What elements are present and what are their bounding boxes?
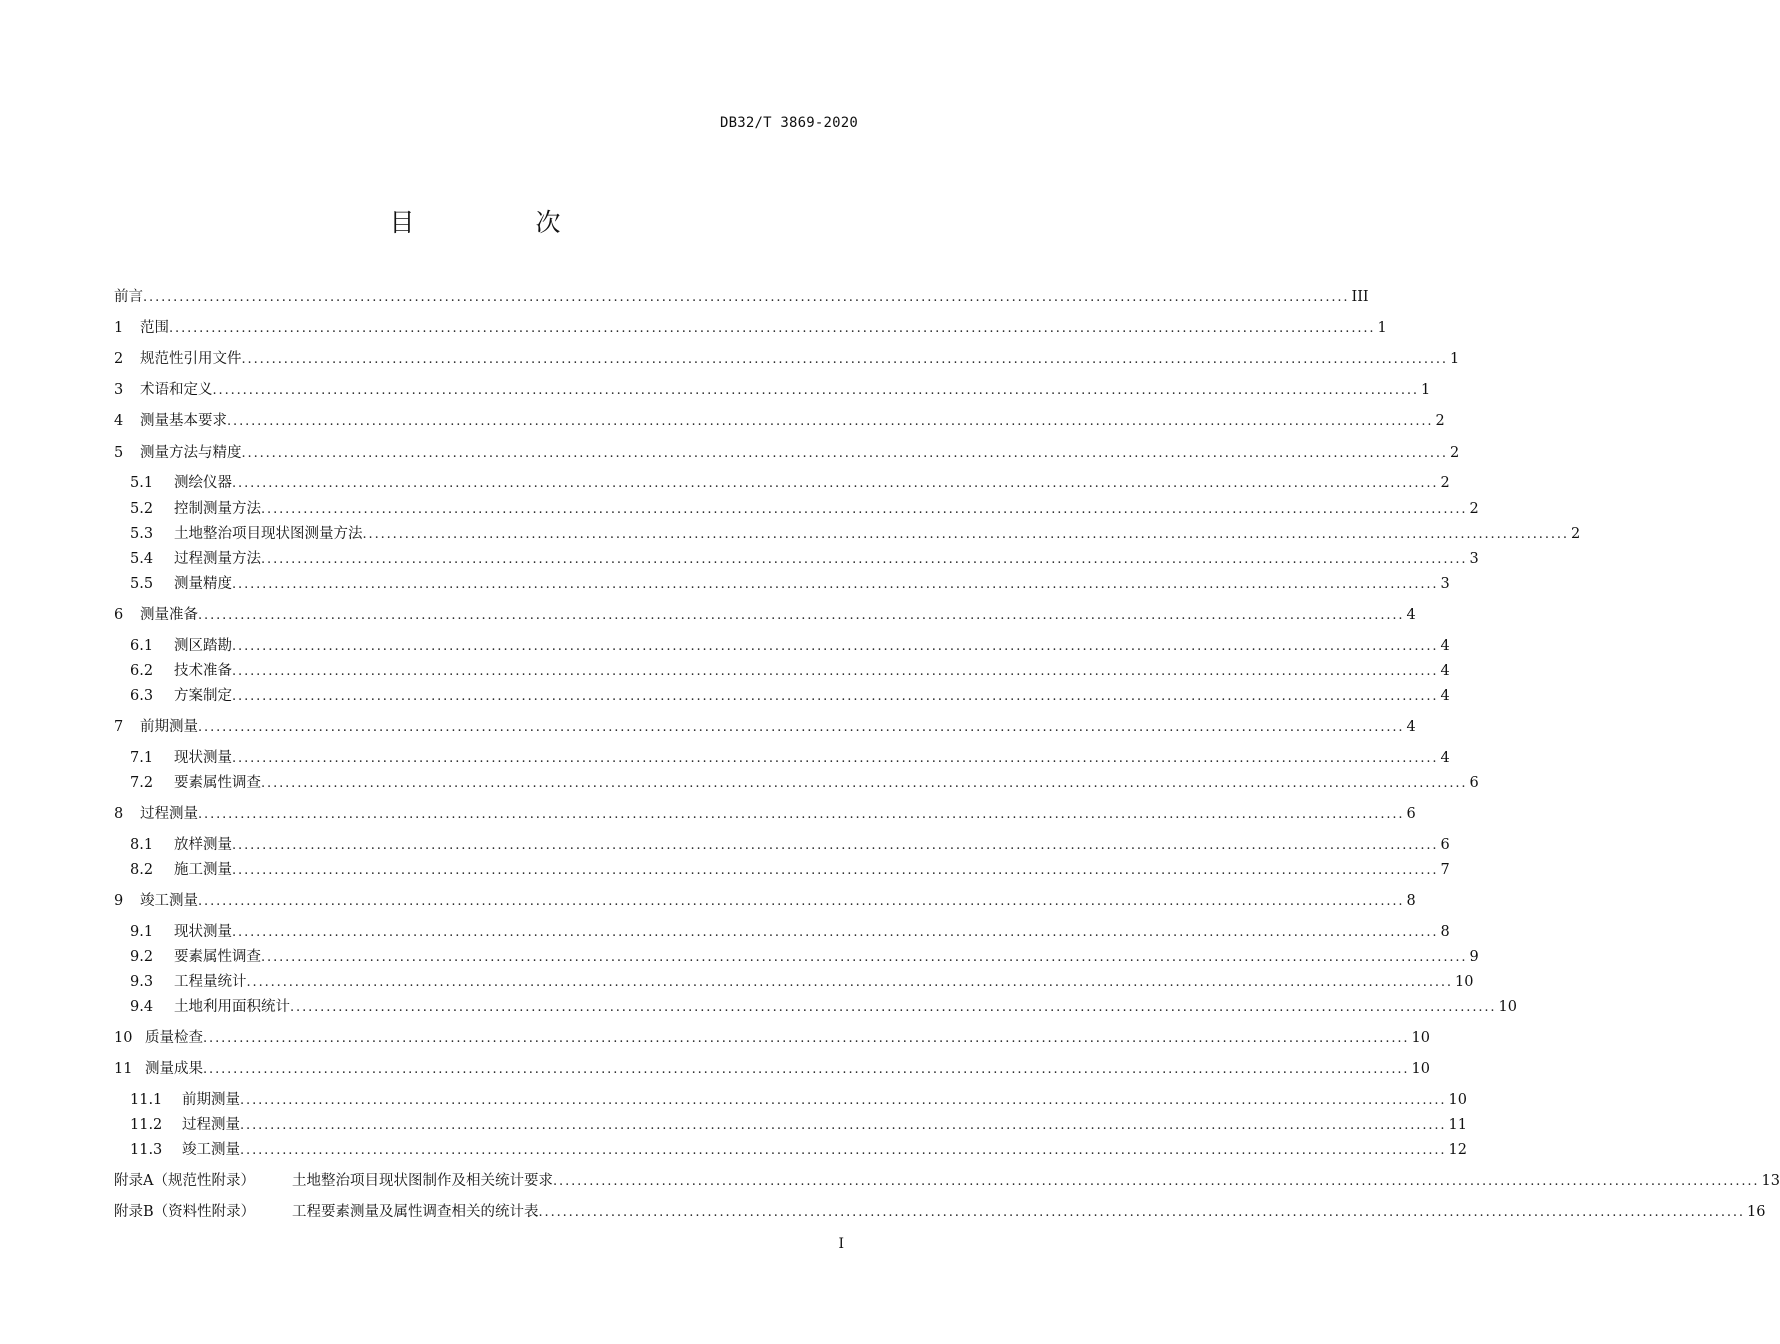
- toc-entry-page: 7: [1440, 862, 1450, 878]
- toc-entry-number: 6.2: [130, 663, 154, 679]
- toc-entry-number: 5.3: [130, 526, 154, 542]
- toc-leader-dots: ........................................................................................................................................................................................................: [203, 1062, 1410, 1077]
- toc-entry-page: 11: [1448, 1117, 1467, 1133]
- toc-leader-dots: ........................................................................................................................................................................................................: [538, 1205, 1745, 1220]
- toc-entry[interactable]: [130, 548, 1479, 570]
- toc-leader-dots: ........................................................................................................................................................................................................: [232, 863, 1439, 878]
- toc-entry-number: 附录B（资料性附录）: [114, 1204, 256, 1220]
- toc-entry-title: 控制测量方法: [174, 501, 261, 517]
- toc-entry[interactable]: [114, 348, 1460, 370]
- toc-entry-title: 测区踏勘: [174, 638, 232, 654]
- toc-entry-title: 土地整治项目现状图制作及相关统计要求: [292, 1173, 553, 1189]
- toc-leader-dots: ........................................................................................................................................................................................................: [241, 446, 1448, 461]
- toc-entry[interactable]: [114, 716, 1416, 738]
- toc-entry-title: 质量检查: [145, 1030, 203, 1046]
- toc-entry[interactable]: [130, 573, 1450, 595]
- toc-leader-dots: ........................................................................................................................................................................................................: [198, 807, 1405, 822]
- toc-entry-title: 现状测量: [174, 924, 232, 940]
- toc-entry-number: 10: [114, 1030, 133, 1046]
- toc-entry[interactable]: [114, 379, 1431, 401]
- toc-entry-title: 过程测量: [182, 1117, 240, 1133]
- toc-leader-dots: ........................................................................................................................................................................................................: [227, 414, 1434, 429]
- toc-entry-number: 9.4: [130, 999, 154, 1015]
- toc-leader-dots: ........................................................................................................................................................................................................: [232, 664, 1439, 679]
- toc-entry[interactable]: [130, 772, 1479, 794]
- toc-entry-number: 9.2: [130, 949, 154, 965]
- toc-entry-title: 土地利用面积统计: [174, 999, 290, 1015]
- toc-entry-number: 4: [114, 413, 124, 429]
- toc-entry-title: 放样测量: [174, 837, 232, 853]
- toc-entry-page: 10: [1454, 974, 1474, 990]
- toc-entry-number: 6: [114, 607, 124, 623]
- toc-leader-dots: ........................................................................................................................................................................................................: [198, 894, 1405, 909]
- toc-entry[interactable]: [130, 685, 1450, 707]
- toc-entry-title: 过程测量方法: [174, 551, 261, 567]
- toc-leader-dots: ........................................................................................................................................................................................................: [232, 925, 1439, 940]
- toc-leader-dots: ........................................................................................................................................................................................................: [212, 383, 1419, 398]
- toc-entry-title: 现状测量: [174, 750, 232, 766]
- toc-leader-dots: ........................................................................................................................................................................................................: [203, 1031, 1410, 1046]
- toc-leader-dots: ........................................................................................................................................................................................................: [232, 751, 1439, 766]
- toc-entry-page: 3: [1440, 576, 1450, 592]
- toc-entry-title: 竣工测量: [140, 893, 198, 909]
- toc-entry[interactable]: [130, 523, 1581, 545]
- toc-entry-page: 2: [1570, 526, 1581, 542]
- toc-entry-page: 4: [1440, 750, 1450, 766]
- toc-entry[interactable]: [114, 803, 1416, 825]
- toc-entry-page: 12: [1448, 1142, 1467, 1158]
- toc-entry-title: 测量精度: [174, 576, 232, 592]
- toc-entry[interactable]: [114, 286, 1369, 308]
- toc-leader-dots: ........................................................................................................................................................................................................: [241, 352, 1448, 367]
- toc-entry-number: 7: [114, 719, 124, 735]
- toc-entry[interactable]: [130, 946, 1479, 968]
- toc-entry-page: 4: [1440, 688, 1450, 704]
- toc-entry[interactable]: [130, 1114, 1467, 1136]
- toc-leader-dots: ........................................................................................................................................................................................................: [232, 476, 1439, 491]
- toc-leader-dots: ........................................................................................................................................................................................................: [240, 1093, 1447, 1108]
- toc-entry-number: 5.1: [130, 475, 154, 491]
- toc-entry-number: 6.3: [130, 688, 154, 704]
- toc-entry-title: 施工测量: [174, 862, 232, 878]
- toc-entry-title: 前期测量: [140, 719, 198, 735]
- toc-leader-dots: ........................................................................................................................................................................................................: [232, 689, 1439, 704]
- toc-entry-number: 5.5: [130, 576, 154, 592]
- toc-entry-page: 2: [1440, 475, 1450, 491]
- toc-entry-number: 7.1: [130, 750, 154, 766]
- toc-entry-number: 8: [114, 806, 124, 822]
- toc-entry-page: 1: [1420, 382, 1431, 398]
- toc-entry-page: 8: [1406, 893, 1416, 909]
- toc-entry-title: 要素属性调查: [174, 949, 261, 965]
- standard-code: DB32/T 3869-2020: [719, 115, 858, 131]
- toc-entry-number: 11.1: [130, 1092, 163, 1108]
- toc-entry-number: 11: [114, 1061, 133, 1077]
- toc-entry-title: 竣工测量: [182, 1142, 240, 1158]
- toc-leader-dots: ........................................................................................................................................................................................................: [232, 639, 1439, 654]
- toc-leader-dots: ........................................................................................................................................................................................................: [198, 608, 1405, 623]
- toc-entry-number: 7.2: [130, 775, 154, 791]
- toc-leader-dots: ........................................................................................................................................................................................................: [261, 950, 1468, 965]
- toc-entry-page: 2: [1449, 445, 1460, 461]
- toc-entry-page: 6: [1406, 806, 1416, 822]
- toc-entry[interactable]: [114, 1170, 1780, 1192]
- toc-entry-page: 1: [1449, 351, 1460, 367]
- toc-leader-dots: ........................................................................................................................................................................................................: [290, 1000, 1497, 1015]
- toc-entry[interactable]: [130, 1139, 1467, 1161]
- toc-entry-page: III: [1351, 289, 1369, 305]
- toc-entry-title: 测量基本要求: [140, 413, 227, 429]
- toc-entry-page: 13: [1761, 1173, 1780, 1189]
- toc-entry-title: 测绘仪器: [174, 475, 232, 491]
- toc-entry-number: 8.1: [130, 837, 154, 853]
- toc-entry-number: 3: [114, 382, 124, 398]
- toc-entry[interactable]: [130, 498, 1479, 520]
- footer-page-number: I: [838, 1236, 844, 1252]
- toc-entry-number: 9: [114, 893, 124, 909]
- toc-entry[interactable]: [130, 635, 1450, 657]
- toc-entry-page: 2: [1469, 501, 1479, 517]
- toc-leader-dots: ........................................................................................................................................................................................................: [362, 527, 1569, 542]
- toc-entry[interactable]: [114, 317, 1387, 339]
- toc-entry-number: 5: [114, 445, 124, 461]
- toc-entry[interactable]: [130, 921, 1450, 943]
- toc-leader-dots: ........................................................................................................................................................................................................: [261, 776, 1468, 791]
- toc-entry-page: 4: [1440, 638, 1450, 654]
- toc-leader-dots: ........................................................................................................................................................................................................: [232, 838, 1439, 853]
- toc-entry[interactable]: [130, 1089, 1467, 1111]
- toc-entry-title: 土地整治项目现状图测量方法: [174, 526, 363, 542]
- toc-entry-title: 测量成果: [145, 1061, 203, 1077]
- toc-leader-dots: ........................................................................................................................................................................................................: [143, 290, 1350, 305]
- toc-entry-title: 要素属性调查: [174, 775, 261, 791]
- toc-entry[interactable]: [130, 660, 1450, 682]
- toc-leader-dots: ........................................................................................................................................................................................................: [246, 975, 1453, 990]
- toc-entry-title: 前言: [114, 289, 143, 305]
- toc-entry-number: 8.2: [130, 862, 154, 878]
- toc-entry-page: 4: [1406, 607, 1416, 623]
- toc-entry-title: 技术准备: [174, 663, 232, 679]
- toc-entry[interactable]: [114, 604, 1416, 626]
- toc-entry-title: 术语和定义: [140, 382, 213, 398]
- toc-entry-page: 9: [1469, 949, 1479, 965]
- toc-leader-dots: ........................................................................................................................................................................................................: [240, 1143, 1447, 1158]
- toc-entry[interactable]: [130, 996, 1517, 1018]
- toc-entry-number: 5.2: [130, 501, 154, 517]
- toc-leader-dots: ........................................................................................................................................................................................................: [553, 1174, 1760, 1189]
- toc-entry-page: 10: [1448, 1092, 1467, 1108]
- toc-entry-page: 10: [1411, 1061, 1430, 1077]
- toc-entry-number: 2: [114, 351, 124, 367]
- toc-entry-number: 9.3: [130, 974, 154, 990]
- toc-entry-page: 6: [1440, 837, 1450, 853]
- toc-entry[interactable]: [114, 1058, 1430, 1080]
- toc-entry-title: 测量方法与精度: [140, 445, 242, 461]
- toc-entry-number: 附录A（规范性附录）: [114, 1173, 255, 1189]
- toc-entry-page: 6: [1469, 775, 1479, 791]
- toc-entry-number: 6.1: [130, 638, 154, 654]
- toc-entry-page: 4: [1440, 663, 1450, 679]
- toc-entry[interactable]: [130, 747, 1450, 769]
- toc-entry-title: 过程测量: [140, 806, 198, 822]
- toc-entry-title: 范围: [140, 320, 169, 336]
- toc-leader-dots: ........................................................................................................................................................................................................: [240, 1118, 1447, 1133]
- toc-entry-number: 1: [114, 320, 124, 336]
- toc-entry[interactable]: [130, 859, 1450, 881]
- toc-entry-page: 4: [1406, 719, 1416, 735]
- toc-entry[interactable]: [114, 442, 1460, 464]
- toc-entry-page: 16: [1746, 1204, 1766, 1220]
- toc-leader-dots: ........................................................................................................................................................................................................: [169, 321, 1376, 336]
- toc-leader-dots: ........................................................................................................................................................................................................: [261, 502, 1468, 517]
- toc-entry-title: 测量准备: [140, 607, 198, 623]
- toc-entry-number: 11.2: [130, 1117, 163, 1133]
- toc-entry-page: 8: [1440, 924, 1450, 940]
- toc-entry-page: 2: [1435, 413, 1445, 429]
- toc-leader-dots: ........................................................................................................................................................................................................: [232, 577, 1439, 592]
- toc-entry[interactable]: [130, 472, 1450, 494]
- toc-entry-number: 5.4: [130, 551, 154, 567]
- toc-entry-page: 10: [1411, 1030, 1430, 1046]
- toc-entry-title: 方案制定: [174, 688, 232, 704]
- toc-entry-title: 前期测量: [182, 1092, 240, 1108]
- toc-entry-page: 3: [1469, 551, 1479, 567]
- toc-entry-title: 工程量统计: [174, 974, 247, 990]
- toc-entry-page: 10: [1498, 999, 1517, 1015]
- toc-entry-number: 9.1: [130, 924, 154, 940]
- toc-entry[interactable]: [114, 410, 1445, 432]
- toc-entry[interactable]: [114, 1201, 1766, 1223]
- toc-leader-dots: ........................................................................................................................................................................................................: [261, 552, 1468, 567]
- toc-leader-dots: ........................................................................................................................................................................................................: [198, 720, 1405, 735]
- toc-entry[interactable]: [114, 890, 1416, 912]
- toc-entry-number: 11.3: [130, 1142, 163, 1158]
- toc-entry[interactable]: [130, 971, 1474, 993]
- toc-entry-title: 规范性引用文件: [140, 351, 242, 367]
- toc-entry-page: 1: [1377, 320, 1387, 336]
- page-title: 目 次: [389, 208, 609, 237]
- toc-entry[interactable]: [114, 1027, 1430, 1049]
- toc-entry-title: 工程要素测量及属性调查相关的统计表: [292, 1204, 539, 1220]
- toc-entry[interactable]: [130, 834, 1450, 856]
